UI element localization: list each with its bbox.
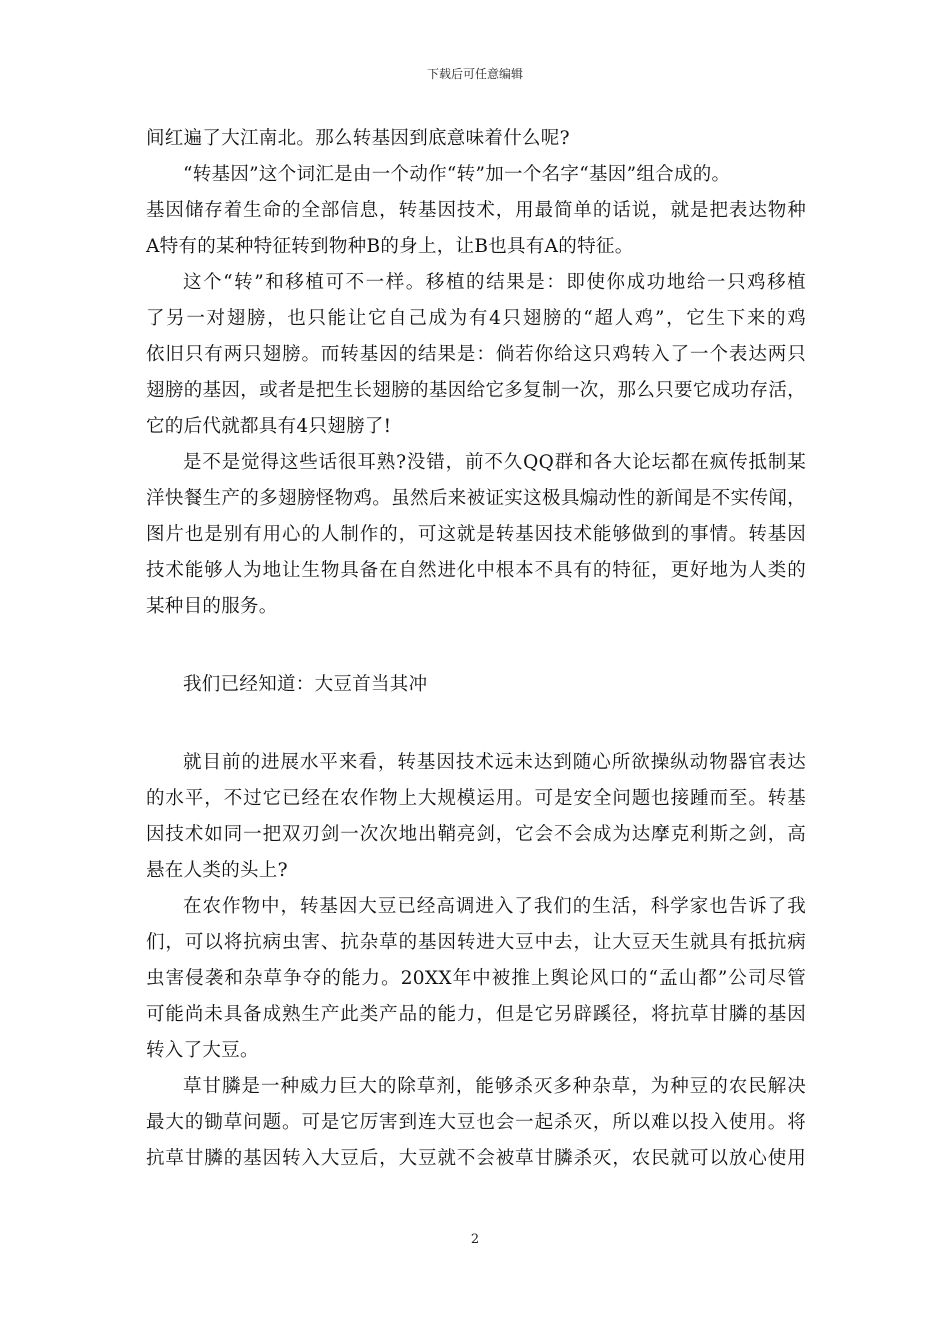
paragraph-line: 它的后代就都具有4只翅膀了!	[146, 416, 392, 437]
document-body	[146, 121, 806, 1177]
paragraph-line: 基因储存着生命的全部信息，转基因技术，用最简单的话说，就是把表达物种	[146, 200, 806, 221]
paragraph-line: 悬在人类的头上?	[146, 860, 288, 881]
page-number: 2	[470, 1232, 480, 1247]
paragraph-line: 是不是觉得这些话很耳熟?没错，前不久QQ群和各大论坛都在疯传抵制某	[183, 452, 806, 473]
paragraph-line: A特有的某种特征转到物种B的身上，让B也具有A的特征。	[146, 236, 634, 257]
paragraph-line: 在农作物中，转基因大豆已经高调进入了我们的生活，科学家也告诉了我	[183, 896, 806, 917]
paragraph-line: 们，可以将抗病虫害、抗杂草的基因转进大豆中去，让大豆天生就具有抵抗病	[146, 932, 806, 953]
paragraph-line: 最大的锄草问题。可是它厉害到连大豆也会一起杀灭，所以难以投入使用。将	[146, 1112, 806, 1133]
paragraph-line: 草甘膦是一种威力巨大的除草剂，能够杀灭多种杂草，为种豆的农民解决	[183, 1076, 806, 1097]
paragraph-line: 因技术如同一把双刃剑一次次地出鞘亮剑，它会不会成为达摩克利斯之剑，高	[146, 824, 806, 845]
paragraph-line: 就目前的进展水平来看，转基因技术远未达到随心所欲操纵动物器官表达	[183, 752, 806, 773]
paragraph-line: 洋快餐生产的多翅膀怪物鸡。虽然后来被证实这极具煽动性的新闻是不实传闻，	[146, 488, 806, 509]
paragraph-line: 的水平，不过它已经在农作物上大规模运用。可是安全问题也接踵而至。转基	[146, 788, 806, 809]
spacer	[146, 703, 806, 745]
paragraph-line: 转入了大豆。	[146, 1040, 259, 1061]
section-heading: 我们已经知道：大豆首当其冲	[183, 674, 428, 695]
paragraph-line: 虫害侵袭和杂草争夺的能力。20XX年中被推上舆论风口的“孟山都”公司尽管	[146, 968, 806, 989]
paragraph-line: 技术能够人为地让生物具备在自然进化中根本不具有的特征，更好地为人类的	[146, 560, 806, 581]
paragraph-line: 图片也是别有用心的人制作的，可这就是转基因技术能够做到的事情。转基因	[146, 524, 806, 545]
paragraph-line: 翅膀的基因，或者是把生长翅膀的基因给它多复制一次，那么只要它成功存活，	[146, 380, 806, 401]
paragraph-line: 可能尚未具备成熟生产此类产品的能力，但是它另辟蹊径，将抗草甘膦的基因	[146, 1004, 806, 1025]
paragraph-line: 间红遍了大江南北。那么转基因到底意味着什么呢?	[146, 128, 570, 149]
paragraph-line: 了另一对翅膀，也只能让它自己成为有4只翅膀的“超人鸡”，它生下来的鸡	[146, 308, 806, 329]
spacer	[146, 625, 806, 667]
paragraph-line: 依旧只有两只翅膀。而转基因的结果是：倘若你给这只鸡转入了一个表达两只	[146, 344, 806, 365]
paragraph-line: 这个“转”和移植可不一样。移植的结果是：即使你成功地给一只鸡移植	[183, 272, 806, 293]
paragraph-line: “转基因”这个词汇是由一个动作“转”加一个名字“基因”组合成的。	[183, 164, 731, 185]
page-header: 下载后可任意编辑	[426, 67, 523, 81]
paragraph-line: 某种目的服务。	[146, 596, 278, 617]
paragraph-line: 抗草甘膦的基因转入大豆后，大豆就不会被草甘膦杀灭，农民就可以放心使用	[146, 1148, 806, 1169]
